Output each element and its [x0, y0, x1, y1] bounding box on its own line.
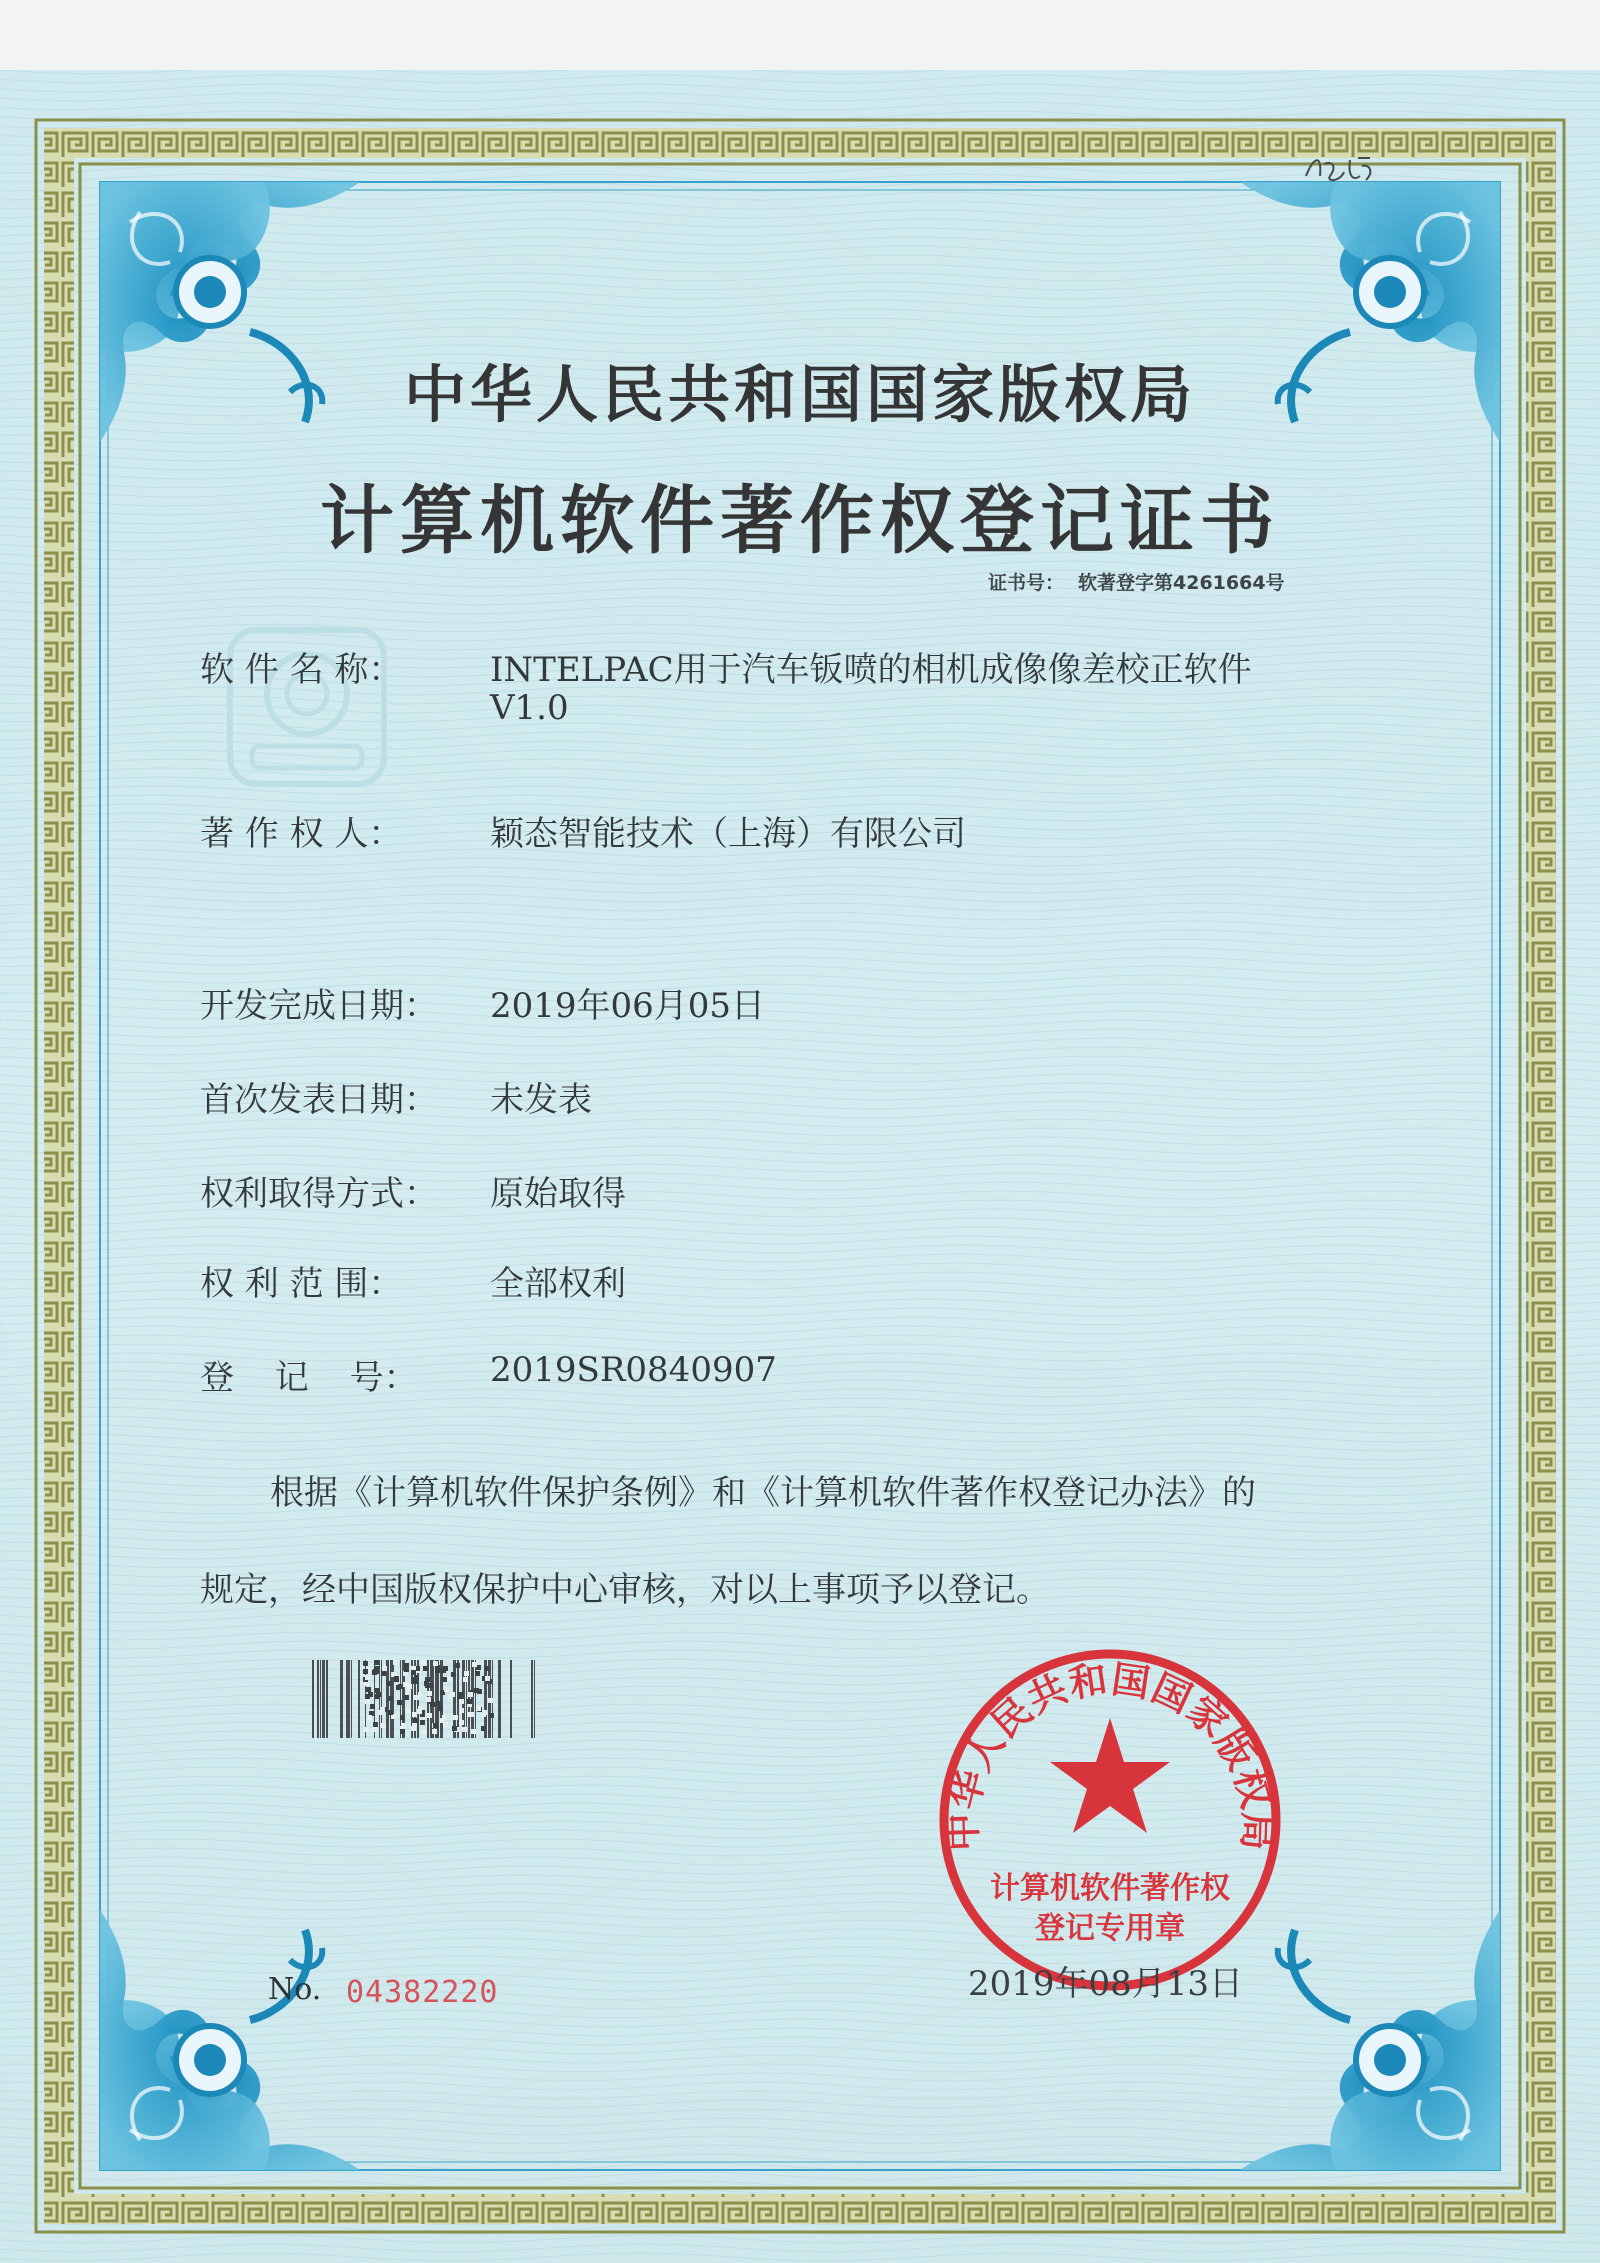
registration-number-value: 2019SR0840907 [490, 1350, 777, 1390]
first-publication-value: 未发表 [490, 1080, 592, 1120]
certificate-number-label: 证书号： [988, 572, 1065, 594]
completion-date-value: 2019年06月05日 [490, 986, 766, 1026]
rights-scope-label: 权 利 范 围： [200, 1264, 403, 1304]
software-version-value: V1.0 [490, 688, 569, 728]
seal-inner-line1: 计算机软件著作权 [990, 1871, 1230, 1906]
completion-date-label: 开发完成日期： [200, 986, 438, 1026]
legal-basis-line2: 规定，经中国版权保护中心审核，对以上事项予以登记。 [200, 1570, 1050, 1610]
registration-number-label: 登 记 号： [200, 1358, 418, 1398]
issue-date: 2019年08月13日 [968, 1964, 1244, 2004]
certificate-sheet [0, 70, 1600, 2263]
software-name-label: 软 件 名 称： [200, 650, 403, 690]
copyright-owner-label: 著 作 权 人： [200, 814, 403, 854]
certificate-number-value: 软著登字第4261664号 [1078, 572, 1285, 594]
barcode [312, 1660, 536, 1738]
rights-scope-value: 全部权利 [490, 1264, 626, 1304]
handwritten-mark [1300, 146, 1380, 194]
certificate-title: 计算机软件著作权登记证书 [320, 478, 1280, 564]
software-name-value: INTELPAC用于汽车钣喷的相机成像像差校正软件 [490, 650, 1252, 690]
certificate-number [988, 568, 1285, 595]
acquisition-method-label: 权利取得方式： [200, 1174, 438, 1214]
copyright-owner-value: 颖态智能技术（上海）有限公司 [490, 814, 966, 854]
seal-inner-line2: 登记专用章 [1035, 1911, 1185, 1946]
official-seal [930, 1640, 1290, 2000]
serial-number-value: 04382220 [346, 1975, 499, 2010]
issuing-authority-title: 中华人民共和国国家版权局 [403, 358, 1196, 431]
serial-number-label: No. [268, 1972, 322, 2007]
acquisition-method-value: 原始取得 [490, 1174, 626, 1214]
first-publication-label: 首次发表日期： [200, 1080, 438, 1120]
seal-ring-text: 中华人民共和国国家版权局 [940, 1656, 1280, 1852]
legal-basis-line1: 根据《计算机软件保护条例》和《计算机软件著作权登记办法》的 [270, 1473, 1256, 1513]
